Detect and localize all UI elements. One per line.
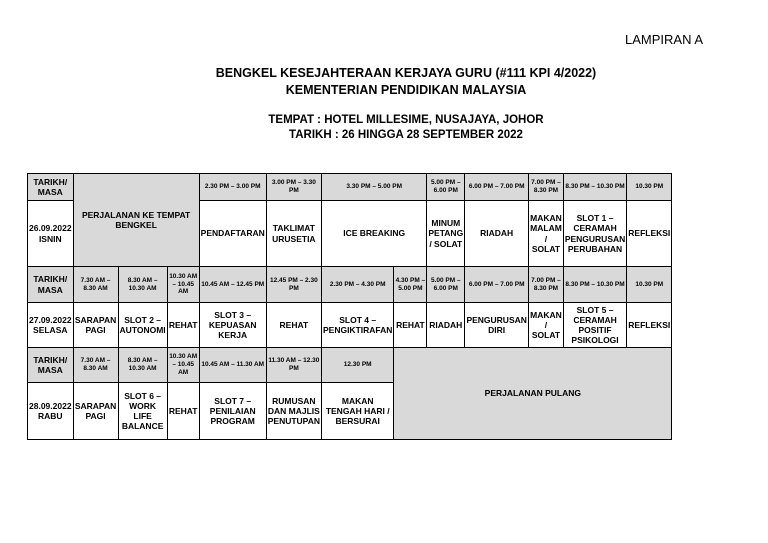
activity-cell: RIADAH xyxy=(427,303,465,348)
time-slot: 7.30 AM – 8.30 AM xyxy=(73,348,118,383)
time-slot: 5.00 PM – 6.00 PM xyxy=(427,174,465,201)
activity-cell: MAKAN TENGAH HARI / BERSURAI xyxy=(321,383,393,440)
time-slot: 7.30 AM – 8.30 AM xyxy=(73,267,118,303)
time-slot: 8.30 AM – 10.30 AM xyxy=(118,348,167,383)
time-slot: 10.30 AM – 10.45 AM xyxy=(167,267,199,303)
lampiran-label: LAMPIRAN A xyxy=(625,32,704,47)
activity-cell: SLOT 4 – PENGIKTIRAFAN xyxy=(321,303,393,348)
activity-cell: MAKAN MALAM / SOLAT xyxy=(529,201,564,267)
date-time-label: TARIKH/ MASA xyxy=(28,348,74,383)
activity-cell: TAKLIMAT URUSETIA xyxy=(266,201,321,267)
activity-cell: MAKAN / SOLAT xyxy=(529,303,564,348)
time-slot: 12.45 PM – 2.30 PM xyxy=(266,267,321,303)
time-slot: 10.30 AM – 10.45 AM xyxy=(167,348,199,383)
activity-cell: REHAT xyxy=(394,303,427,348)
activity-cell: RIADAH xyxy=(465,201,529,267)
activity-cell: SLOT 6 – WORK LIFE BALANCE xyxy=(118,383,167,440)
time-slot: 5.00 PM – 6.00 PM xyxy=(427,267,465,303)
time-slot: 6.00 PM – 7.00 PM xyxy=(465,267,529,303)
time-slot: 8.30 PM – 10.30 PM xyxy=(563,267,626,303)
activity-cell: ICE BREAKING xyxy=(321,201,426,267)
time-slot: 10.45 AM – 12.45 PM xyxy=(199,267,266,303)
activity-cell: REHAT xyxy=(167,383,199,440)
schedule-table xyxy=(27,173,672,440)
venue-line: TEMPAT : HOTEL MILLESIME, NUSAJAYA, JOHOR xyxy=(268,114,544,126)
time-slot: 8.30 PM – 10.30 PM xyxy=(563,174,626,201)
time-slot: 3.00 PM – 3.30 PM xyxy=(266,174,321,201)
return-journey: PERJALANAN PULANG xyxy=(394,348,672,440)
time-slot: 6.00 PM – 7.00 PM xyxy=(465,174,529,201)
travel-to-venue: PERJALANAN KE TEMPAT BENGKEL xyxy=(73,174,199,267)
time-slot: 10.45 AM – 11.30 AM xyxy=(199,348,266,383)
activity-cell: REFLEKSI xyxy=(627,201,672,267)
activity-cell: REHAT xyxy=(266,303,321,348)
activity-cell: SLOT 7 – PENILAIAN PROGRAM xyxy=(199,383,266,440)
activity-cell: SLOT 5 – CERAMAH POSITIF PSIKOLOGI xyxy=(563,303,626,348)
activity-cell: SLOT 1 – CERAMAH PENGURUSAN PERUBAHAN xyxy=(563,201,626,267)
day2-time-row xyxy=(28,267,672,303)
activity-cell: PENGURUSAN DIRI xyxy=(465,303,529,348)
time-slot: 10.30 PM xyxy=(627,174,672,201)
activity-cell: SLOT 3 – KEPUASAN KERJA xyxy=(199,303,266,348)
time-slot: 10.30 PM xyxy=(627,267,672,303)
date-cell: 28.09.2022 RABU xyxy=(28,383,74,440)
ministry-title: KEMENTERIAN PENDIDIKAN MALAYSIA xyxy=(285,83,527,97)
day3-time-row xyxy=(28,348,672,383)
date-cell: 26.09.2022 ISNIN xyxy=(28,201,74,267)
time-slot: 7.00 PM – 8.30 PM xyxy=(529,174,564,201)
activity-cell: REHAT xyxy=(167,303,199,348)
time-slot: 8.30 AM – 10.30 AM xyxy=(118,267,167,303)
activity-cell: SARAPAN PAGI xyxy=(73,383,118,440)
activity-cell: MINUM PETANG / SOLAT xyxy=(427,201,465,267)
date-time-label: TARIKH/ MASA xyxy=(28,174,74,201)
activity-cell: SLOT 2 – AUTONOMI xyxy=(118,303,167,348)
day1-time-row xyxy=(28,174,672,201)
time-slot: 3.30 PM – 5.00 PM xyxy=(321,174,426,201)
time-slot: 7.00 PM – 8.30 PM xyxy=(529,267,564,303)
activity-cell: REFLEKSI xyxy=(627,303,672,348)
time-slot: 4.30 PM – 5.00 PM xyxy=(394,267,427,303)
document-title: BENGKEL KESEJAHTERAAN KERJAYA GURU (#111 KPI 4/2022) xyxy=(215,66,597,80)
date-line: TARIKH : 26 HINGGA 28 SEPTEMBER 2022 xyxy=(289,129,523,141)
time-slot: 2.30 PM – 3.00 PM xyxy=(199,174,266,201)
date-time-label: TARIKH/ MASA xyxy=(28,267,74,303)
activity-cell: SARAPAN PAGI xyxy=(73,303,118,348)
day2-activity-row xyxy=(28,303,672,348)
time-slot: 11.30 AM – 12.30 PM xyxy=(266,348,321,383)
time-slot: 2.30 PM – 4.30 PM xyxy=(321,267,393,303)
activity-cell: RUMUSAN DAN MAJLIS PENUTUPAN xyxy=(266,383,321,440)
date-cell: 27.09.2022 SELASA xyxy=(28,303,74,348)
activity-cell: PENDAFTARAN xyxy=(199,201,266,267)
time-slot: 12.30 PM xyxy=(321,348,393,383)
